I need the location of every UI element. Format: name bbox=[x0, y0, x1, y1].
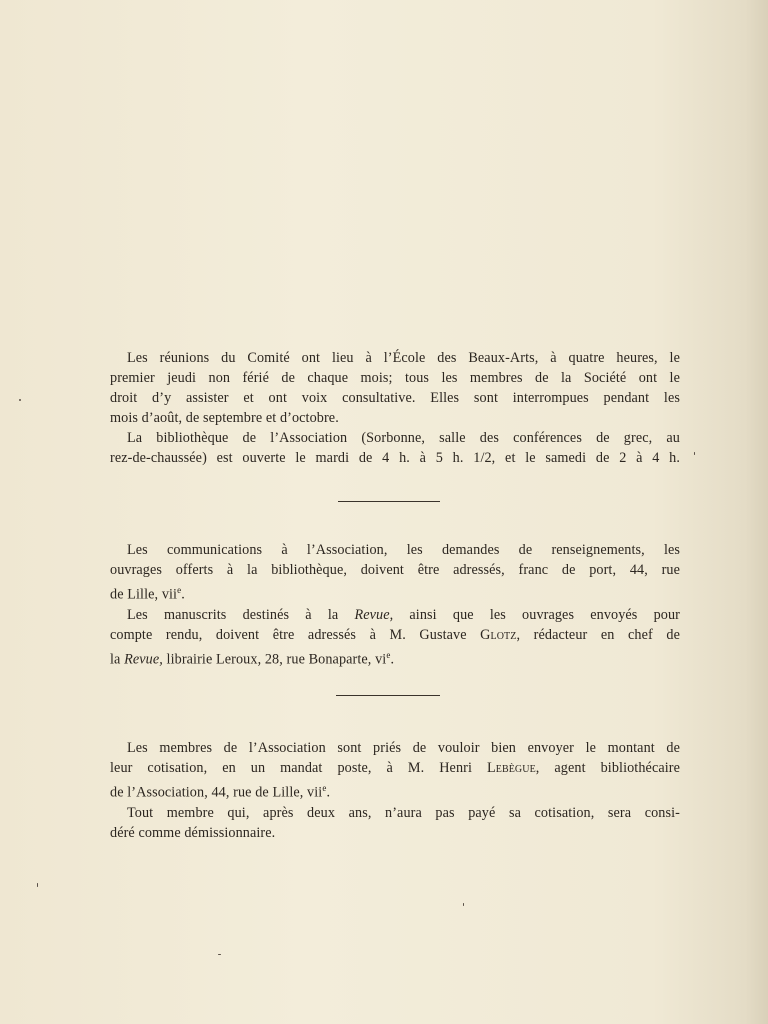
text-line: La bibliothèque de l’Association (Sorbonne, salle des conférences de grec, au bbox=[127, 430, 680, 446]
text-fragment: . bbox=[326, 784, 331, 801]
communications-paragraph bbox=[110, 540, 680, 669]
text-line: premier jeudi non férié de chaque mois; tous les membres de la Société ont le bbox=[110, 370, 680, 386]
paper-speck bbox=[218, 954, 221, 955]
text-fragment: librairie Leroux, 28, rue Bonaparte, vi bbox=[162, 651, 387, 668]
paper-speck bbox=[463, 903, 464, 906]
text-line bbox=[110, 645, 680, 670]
text-fragment: Les manuscrits destinés à la bbox=[127, 606, 355, 623]
text-fragment: , rédacteur en chef de bbox=[516, 626, 680, 643]
text-fragment: leur cotisation, en un mandat poste, à M. Henri bbox=[110, 760, 487, 776]
section-divider bbox=[338, 501, 440, 502]
superscript: e bbox=[322, 783, 327, 793]
small-caps-name: Lebègue bbox=[486, 760, 536, 776]
text-fragment: de l’Association, 44, rue de Lille, vii bbox=[110, 784, 323, 801]
text-line bbox=[110, 580, 680, 605]
text-line: rez-de-chaussée) est ouverte le mardi de 4 h. à 5 h. 1/2, et le samedi de 2 à 4 h. bbox=[110, 450, 680, 466]
text-fragment: ainsi que les ouvrages envoyés pour bbox=[393, 606, 680, 623]
section-divider bbox=[336, 695, 440, 696]
text-line: ouvrages offerts à la bibliothèque, doivent être adressés, franc de port, 44, rue bbox=[110, 562, 680, 578]
text-line: Les membres de l’Association sont priés de vouloir bien envoyer le montant de bbox=[127, 740, 680, 756]
committee-meetings-paragraph bbox=[110, 348, 680, 468]
text-fragment: . bbox=[390, 651, 395, 668]
paper-speck bbox=[19, 399, 21, 401]
text-line: mois d’août, de septembre et d’octobre. bbox=[110, 410, 339, 426]
text-line bbox=[110, 605, 680, 625]
superscript: e bbox=[177, 585, 182, 595]
text-line: déré comme démissionnaire. bbox=[110, 824, 276, 841]
text-line bbox=[110, 758, 680, 778]
text-line bbox=[110, 778, 680, 803]
text-line: Tout membre qui, après deux ans, n’aura pas payé sa cotisation, sera consi- bbox=[127, 804, 680, 821]
text-line: droit d’y assister et ont voix consultative. Elles sont interrompues pendant les bbox=[110, 390, 680, 406]
paper-speck bbox=[37, 883, 38, 887]
paper-speck bbox=[694, 452, 695, 455]
text-line: Les réunions du Comité ont lieu à l’École des Beaux-Arts, à quatre heures, le bbox=[127, 350, 680, 366]
text-fragment: la bbox=[110, 651, 125, 668]
text-fragment: , agent bibliothécaire bbox=[535, 760, 680, 776]
membership-fees-paragraph bbox=[110, 738, 680, 843]
text-fragment: . bbox=[181, 586, 185, 603]
text-line bbox=[110, 625, 680, 645]
small-caps-name: Glotz bbox=[480, 626, 517, 643]
text-fragment: compte rendu, doivent être adressés à M. Gustave bbox=[110, 626, 481, 643]
text-line: Les communications à l’Association, les demandes de renseignements, les bbox=[127, 542, 680, 558]
italic-title: Revue, bbox=[124, 651, 163, 668]
text-fragment: de Lille, vii bbox=[110, 586, 178, 603]
italic-title: Revue, bbox=[354, 606, 394, 623]
superscript: e bbox=[386, 649, 391, 660]
